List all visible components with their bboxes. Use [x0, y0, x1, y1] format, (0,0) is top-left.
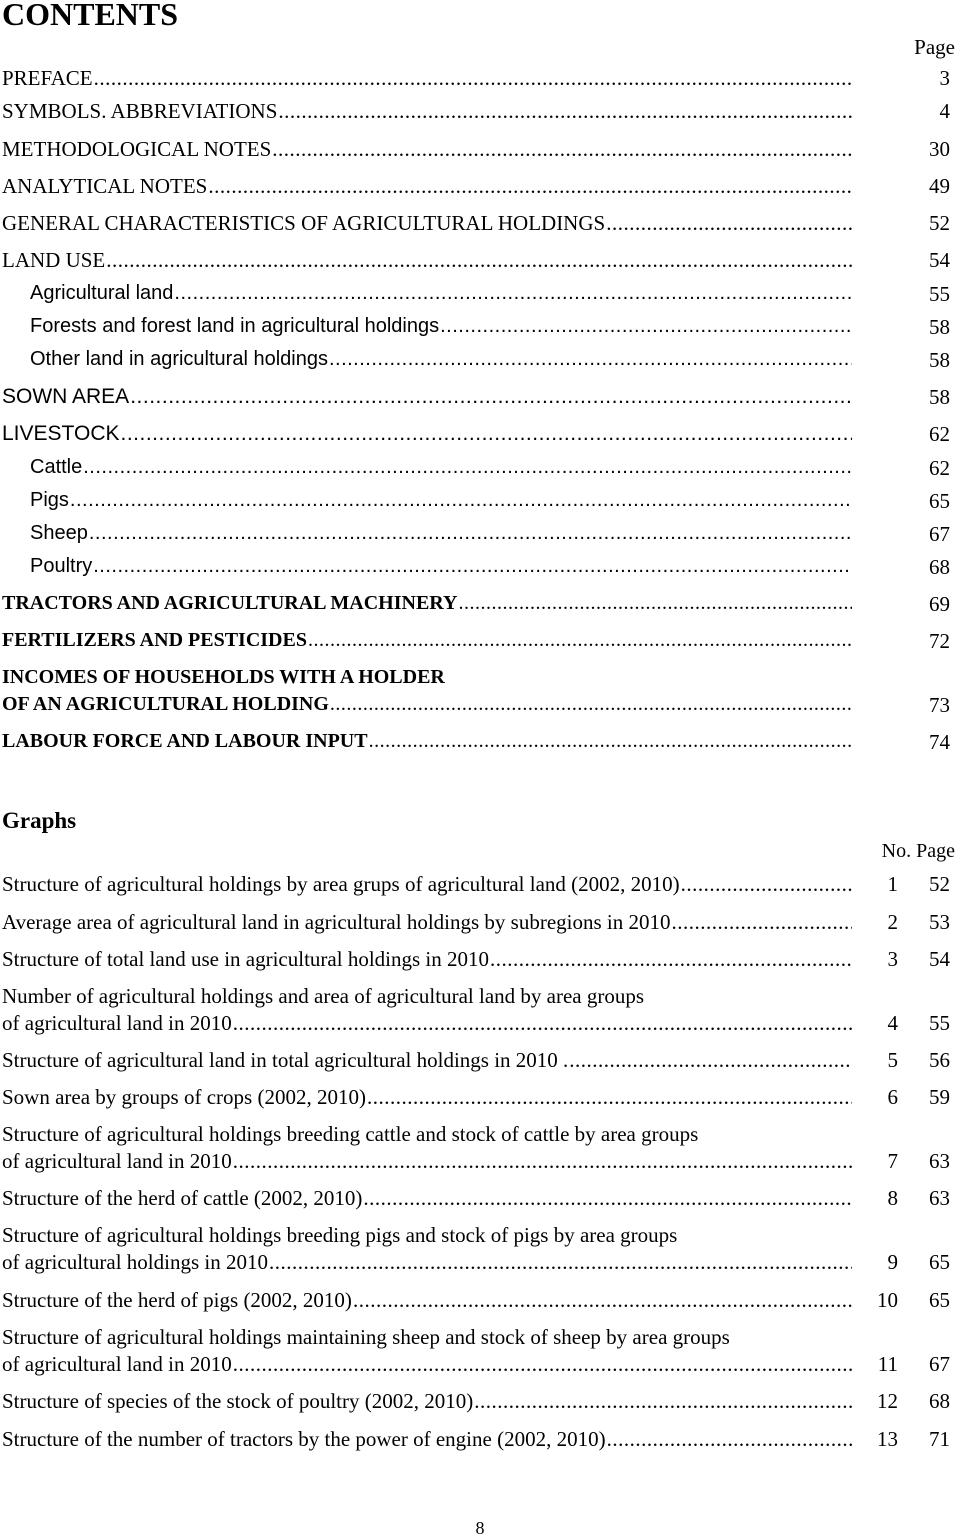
toc-page: 3	[939, 66, 950, 90]
graph-page: 63	[929, 1186, 950, 1210]
toc-page: 49	[929, 174, 950, 198]
toc-label: SOWN AREA	[2, 385, 130, 408]
toc-page: 74	[929, 730, 950, 754]
leader-dots	[82, 456, 852, 479]
graph-label-line2: of agricultural land in 2010	[2, 1149, 232, 1173]
page-title: CONTENTS	[2, 0, 179, 32]
graph-number: 10	[877, 1288, 898, 1312]
leader-dots	[362, 1186, 852, 1211]
leader-dots	[605, 211, 852, 236]
toc-page: 68	[929, 555, 950, 579]
leader-dots	[105, 248, 852, 273]
leader-dots	[277, 99, 852, 124]
graph-page: 65	[929, 1288, 950, 1312]
graph-label: Structure of total land use in agricultural holdings in 2010	[2, 947, 489, 971]
graph-number: 13	[877, 1427, 898, 1451]
leader-dots	[93, 66, 852, 91]
graph-page: 53	[929, 910, 950, 934]
toc-label: Agricultural land	[30, 282, 174, 304]
leader-dots	[232, 1352, 852, 1377]
toc-label: GENERAL CHARACTERISTICS OF AGRICULTURAL HOLDINGS	[2, 211, 606, 235]
graph-number: 9	[887, 1250, 898, 1274]
leader-dots	[329, 693, 852, 716]
leader-dots	[366, 1085, 852, 1110]
toc-label: ANALYTICAL NOTES	[2, 174, 208, 198]
graph-number: 6	[887, 1085, 898, 1109]
graph-label-line1: Structure of agricultural holdings maintaining sheep and stock of sheep by area groups	[2, 1325, 730, 1349]
leader-dots	[352, 1288, 852, 1313]
graph-number: 1	[887, 872, 898, 896]
toc-label: PREFACE	[2, 66, 93, 90]
graph-number: 7	[887, 1149, 898, 1173]
graph-label-line2: of agricultural land in 2010	[2, 1352, 232, 1376]
toc-label-line1: INCOMES OF HOUSEHOLDS WITH A HOLDER	[2, 666, 445, 688]
graph-page: 59	[929, 1085, 950, 1109]
toc-page: 52	[929, 211, 950, 235]
toc-page: 4	[939, 99, 950, 123]
toc-label: Sheep	[30, 522, 88, 544]
leader-dots	[439, 315, 852, 338]
graph-page: 68	[929, 1389, 950, 1413]
graphs-heading: Graphs	[2, 808, 77, 833]
leader-dots	[458, 592, 853, 615]
toc-page: 55	[929, 282, 950, 306]
toc-page: 62	[929, 422, 950, 446]
toc-page: 72	[929, 629, 950, 653]
graph-page: 63	[929, 1149, 950, 1173]
toc-label: Forests and forest land in agricultural holdings	[30, 315, 440, 337]
graph-number: 3	[887, 947, 898, 971]
graph-page: 54	[929, 947, 950, 971]
graph-label: Sown area by groups of crops (2002, 2010)	[2, 1085, 366, 1109]
graph-number: 4	[887, 1011, 898, 1035]
leader-dots	[271, 137, 852, 162]
page-column-header: Page	[914, 35, 955, 59]
leader-dots	[328, 348, 852, 371]
toc-label: LABOUR FORCE AND LABOUR INPUT	[2, 730, 368, 752]
toc-label: LIVESTOCK	[2, 422, 120, 445]
graph-page: 67	[929, 1352, 950, 1376]
graph-label-line1: Structure of agricultural holdings breeding cattle and stock of cattle by area groups	[2, 1122, 699, 1146]
graph-label: Structure of the number of tractors by the power of engine (2002, 2010)	[2, 1427, 606, 1451]
leader-dots	[368, 730, 852, 753]
toc-page: 58	[929, 385, 950, 409]
graph-label: Structure of the herd of pigs (2002, 2010)	[2, 1288, 352, 1312]
graph-label: Structure of species of the stock of poultry (2002, 2010)	[2, 1389, 474, 1413]
graph-page: 65	[929, 1250, 950, 1274]
leader-dots	[671, 910, 853, 935]
graph-label: Structure of the herd of cattle (2002, 2010)	[2, 1186, 363, 1210]
leader-dots	[489, 947, 852, 972]
leader-dots	[92, 555, 852, 578]
leader-dots	[69, 489, 852, 512]
toc-page: 73	[929, 693, 950, 717]
toc-page: 67	[929, 522, 950, 546]
graph-number: 2	[887, 910, 898, 934]
toc-label: METHODOLOGICAL NOTES	[2, 137, 272, 161]
graph-label-line1: Number of agricultural holdings and area of agricultural land by area groups	[2, 984, 645, 1008]
toc-label: TRACTORS AND AGRICULTURAL MACHINERY	[2, 592, 458, 614]
toc-label: SYMBOLS. ABBREVIATIONS	[2, 99, 278, 123]
graph-page: 55	[929, 1011, 950, 1035]
graph-label-line2: of agricultural holdings in 2010	[2, 1250, 268, 1274]
leader-dots	[129, 385, 852, 409]
toc-label-line2: OF AN AGRICULTURAL HOLDING	[2, 693, 329, 715]
graph-label-line1: Structure of agricultural holdings breeding pigs and stock of pigs by area groups	[2, 1223, 678, 1247]
leader-dots	[232, 1011, 852, 1036]
leader-dots	[473, 1389, 852, 1414]
leader-dots	[88, 522, 852, 545]
toc-label: Cattle	[30, 456, 83, 478]
leader-dots	[307, 629, 852, 652]
graph-number: 8	[887, 1186, 898, 1210]
toc-label: Poultry	[30, 555, 93, 577]
toc-label: Other land in agricultural holdings	[30, 348, 328, 370]
toc-page: 30	[929, 137, 950, 161]
page-number: 8	[475, 1518, 485, 1538]
toc-label: FERTILIZERS AND PESTICIDES	[2, 629, 307, 651]
leader-dots	[568, 1048, 852, 1073]
leader-dots	[606, 1427, 852, 1452]
toc-page: 58	[929, 348, 950, 372]
leader-dots	[268, 1250, 852, 1275]
graph-number: 12	[877, 1389, 898, 1413]
leader-dots	[232, 1149, 852, 1174]
graph-label: Average area of agricultural land in agricultural holdings by subregions in 2010	[2, 910, 671, 934]
toc-page: 58	[929, 315, 950, 339]
leader-dots	[173, 282, 852, 305]
toc-label: LAND USE	[2, 248, 106, 272]
toc-page: 54	[929, 248, 950, 272]
leader-dots	[680, 872, 852, 897]
graph-page: 52	[929, 872, 950, 896]
toc-page: 65	[929, 489, 950, 513]
graphs-column-header: No. Page	[881, 840, 955, 862]
toc-page: 69	[929, 592, 950, 616]
leader-dots	[207, 174, 852, 199]
graph-label: Structure of agricultural holdings by area grups of agricultural land (2002, 2010)	[2, 872, 680, 896]
graph-number: 5	[887, 1048, 898, 1072]
graph-number: 11	[877, 1352, 898, 1376]
graph-label: Structure of agricultural land in total agricultural holdings in 2010 .	[2, 1048, 569, 1072]
graph-label-line2: of agricultural land in 2010	[2, 1011, 232, 1035]
toc-label: Pigs	[30, 489, 69, 511]
graph-page: 71	[929, 1427, 950, 1451]
graph-page: 56	[929, 1048, 950, 1072]
toc-page: 62	[929, 456, 950, 480]
leader-dots	[120, 422, 853, 446]
